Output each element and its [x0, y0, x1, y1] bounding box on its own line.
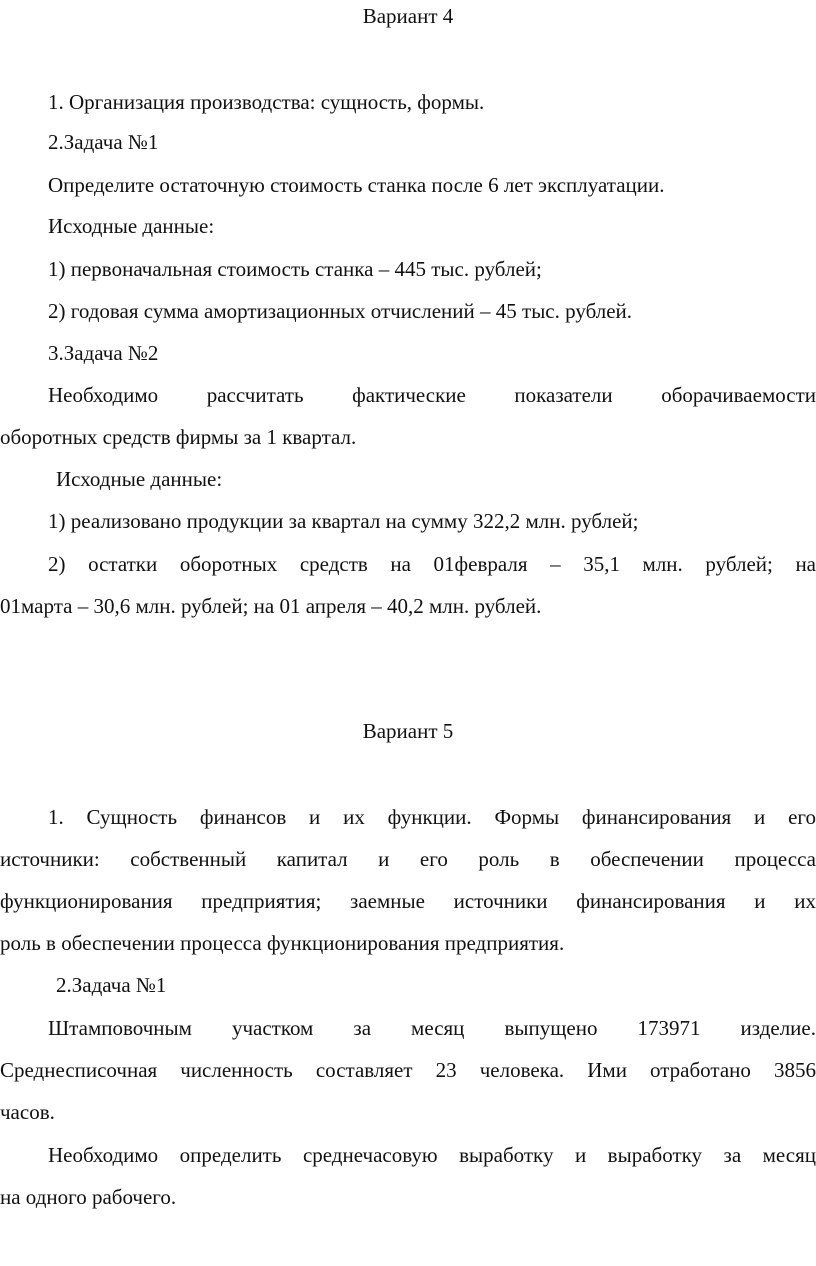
variant5-question-1-line3: функционирования предприятия; заемные источники финансирования и их	[0, 889, 816, 913]
variant5-task1-question-line2: на одного рабочего.	[0, 1185, 177, 1209]
variant4-task2-item2-line1: 2) остатки оборотных средств на 01февраля – 35,1 млн. рублей; на	[48, 552, 816, 576]
variant4-task2-item1: 1) реализовано продукции за квартал на сумму 322,2 млн. рублей;	[48, 509, 639, 533]
variant5-question-1-line1: 1. Сущность финансов и их функции. Формы финансирования и его	[48, 805, 816, 829]
variant5-task1-text-line1: Штамповочным участком за месяц выпущено 173971 изделие.	[48, 1016, 816, 1040]
variant4-task1-input-label: Исходные данные:	[48, 214, 215, 238]
variant5-task1-question-line1: Необходимо определить среднечасовую выработку и выработку за месяц	[48, 1143, 816, 1167]
variant5-task1-text-line3: часов.	[0, 1100, 55, 1124]
variant5-title: Вариант 5	[362, 719, 454, 743]
variant4-task1-item1: 1) первоначальная стоимость станка – 445 тыс. рублей;	[48, 257, 542, 281]
variant5-question-1-line2: источники: собственный капитал и его роль в обеспечении процесса	[0, 847, 816, 871]
variant4-task2-heading: 3.Задача №2	[48, 341, 159, 365]
variant4-task1-text: Определите остаточную стоимость станка после 6 лет эксплуатации.	[48, 173, 665, 197]
variant5-task1-heading: 2.Задача №1	[56, 973, 167, 997]
variant4-task1-item2: 2) годовая сумма амортизационных отчислений – 45 тыс. рублей.	[48, 299, 633, 323]
variant4-task2-text-line1: Необходимо рассчитать фактические показатели оборачиваемости	[48, 383, 816, 407]
variant4-task2-input-label: Исходные данные:	[56, 467, 223, 491]
variant5-question-1-line4: роль в обеспечении процесса функционирования предприятия.	[0, 931, 565, 955]
variant4-task1-heading: 2.Задача №1	[48, 130, 159, 154]
variant4-question-1: 1. Организация производства: сущность, формы.	[48, 90, 485, 114]
variant4-title: Вариант 4	[362, 4, 454, 28]
variant4-task2-item2-line2: 01марта – 30,6 млн. рублей; на 01 апреля – 40,2 млн. рублей.	[0, 594, 542, 618]
variant4-task2-text-line2: оборотных средств фирмы за 1 квартал.	[0, 425, 357, 449]
variant5-task1-text-line2: Среднесписочная численность составляет 23 человека. Ими отработано 3856	[0, 1058, 816, 1082]
